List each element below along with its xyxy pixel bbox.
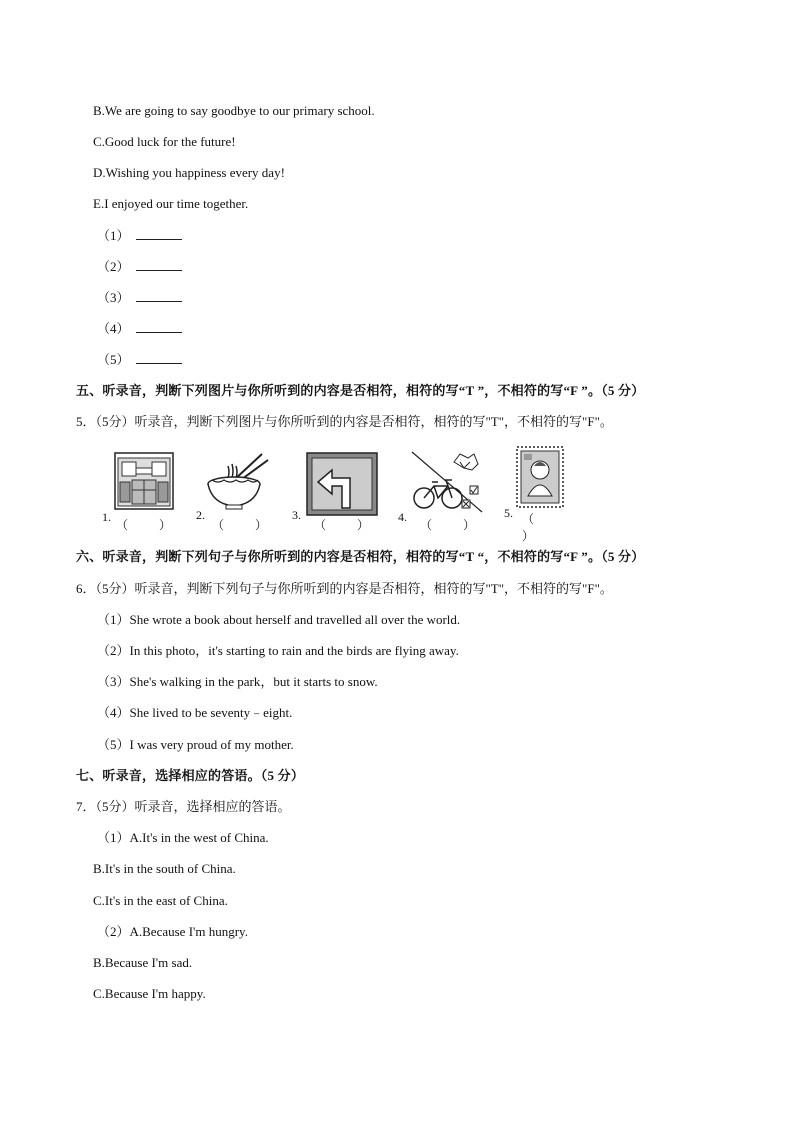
option-b: B.We are going to say goodbye to our primary school. [93,103,375,118]
answer-blank-5[interactable] [97,352,182,368]
blank-line[interactable] [136,321,182,333]
choice-line: （1）A.It's in the west of China. [97,830,269,845]
picture-row [100,450,580,543]
picture-number: 4. [398,510,407,524]
option-e: E.I enjoyed our time together. [93,196,249,211]
picture-5 [504,450,580,543]
choice-line: B.It's in the south of China. [93,861,236,876]
choice-line: C.It's in the east of China. [93,893,228,908]
picture-4 [398,450,488,534]
answer-blank-3[interactable] [97,290,182,306]
picture-number: 1. [102,510,111,524]
sentence-item: （5）I was very proud of my mother. [97,737,294,752]
answer-blank-2[interactable] [97,259,182,275]
choice-line: （2）A.Because I'm hungry. [97,924,248,939]
question-5: 5．（5分）听录音，判断下列图片与你所听到的内容是否相符，相符的写"T"，不相符的写"F"。 [76,414,613,429]
blank-label: （1） [97,228,130,243]
answer-paren[interactable]: （ ） [522,512,549,543]
answer-paren[interactable]: （ ） [420,518,490,532]
answer-paren[interactable]: （ ） [116,518,186,532]
picture-number: 2. [196,508,205,522]
section-5-heading: 五、听录音，判断下列图片与你所听到的内容是否相符，相符的写“T ”，不相符的写“F ”。（5 分） [76,383,645,398]
option-c: C.Good luck for the future! [93,134,236,149]
blank-label: （5） [97,352,130,367]
sentence-item: （4）She lived to be seventy﹣eight. [97,705,293,720]
blank-line[interactable] [136,352,182,364]
blank-line[interactable] [136,259,182,271]
choice-line: C.Because I'm happy. [93,986,206,1001]
picture-3 [292,450,382,534]
sentence-item: （2）In this photo，it's starting to rain and the birds are flying away. [97,643,459,658]
answer-paren[interactable]: （ ） [314,518,384,532]
stamp-icon [516,446,564,508]
picture-number: 3. [292,508,301,522]
blank-line[interactable] [136,228,182,240]
noodle-bowl-icon [206,450,270,510]
bicycle-icon [410,450,488,520]
blank-line[interactable] [136,290,182,302]
blank-label: （3） [97,290,130,305]
question-7: 7．（5分）听录音，选择相应的答语。 [76,799,291,814]
answer-blank-1[interactable] [97,228,182,244]
school-building-icon [114,452,174,510]
choice-line: B.Because I'm sad. [93,955,193,970]
picture-number: 5. [504,506,513,520]
section-6-heading: 六、听录音，判断下列句子与你所听到的内容是否相符，相符的写“T “，不相符的写“F ”。（5 分） [76,549,645,564]
answer-blank-4[interactable] [97,321,182,337]
answer-paren[interactable]: （ ） [212,518,282,532]
picture-2 [194,450,282,534]
section-7-heading: 七、听录音，选择相应的答语。（5 分） [76,768,305,783]
left-turn-sign-icon [306,452,378,516]
blank-label: （2） [97,259,130,274]
blank-label: （4） [97,321,130,336]
picture-1 [100,450,186,534]
question-6: 6．（5分）听录音，判断下列句子与你所听到的内容是否相符，相符的写"T"，不相符的写"F"。 [76,581,613,596]
option-d: D.Wishing you happiness every day! [93,165,285,180]
sentence-item: （3）She's walking in the park，but it starts to snow. [97,674,378,689]
sentence-item: （1）She wrote a book about herself and travelled all over the world. [97,612,461,627]
